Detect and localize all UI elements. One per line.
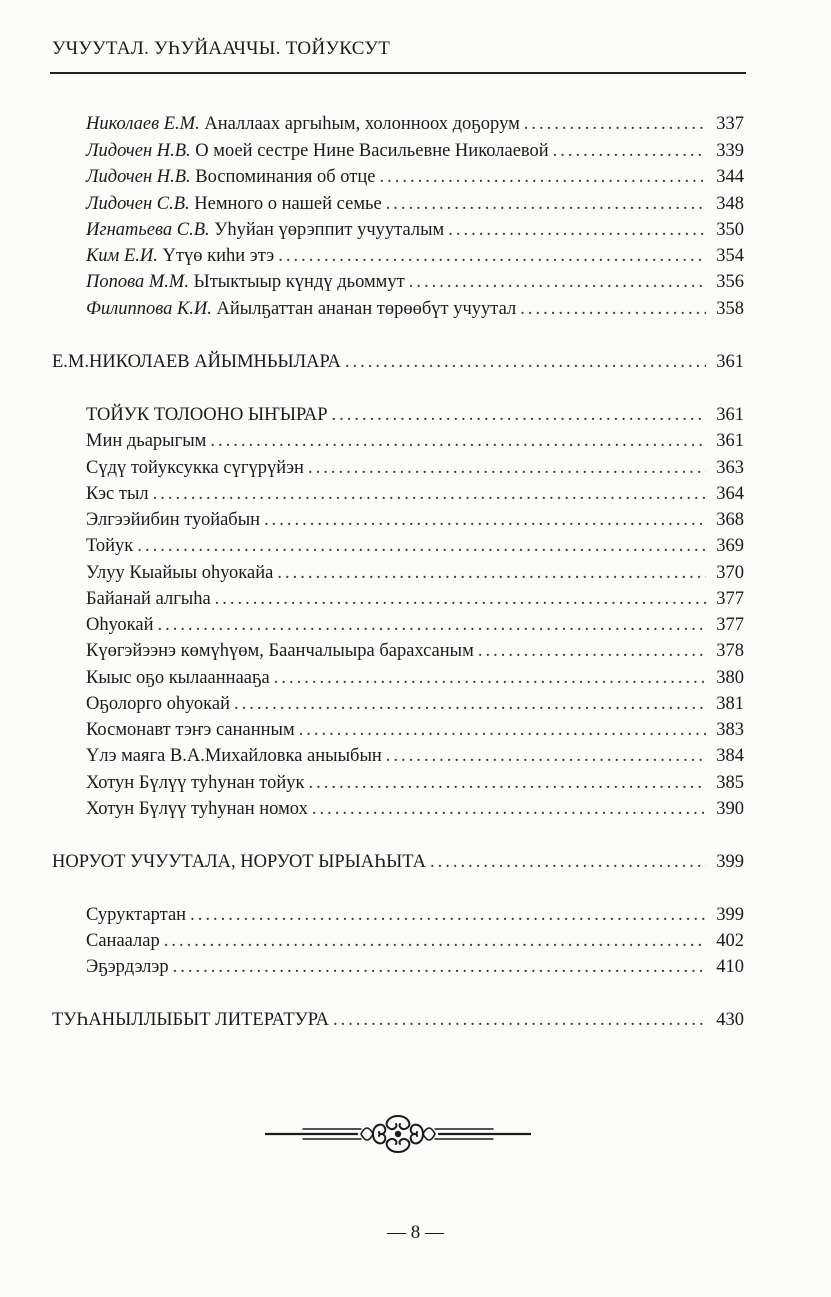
leader-dots	[520, 297, 706, 322]
toc-entry[interactable]	[86, 139, 744, 164]
toc-entry[interactable]	[86, 955, 744, 980]
leader-dots	[386, 744, 706, 769]
entry-author: Николаев Е.М.	[86, 114, 200, 134]
entry-page: 369	[716, 536, 744, 556]
entry-title: Оҕолорго оһуокай	[86, 694, 230, 714]
ornament-divider-icon	[265, 1112, 531, 1156]
toc-entry[interactable]	[86, 692, 744, 717]
entry-title: Оһуокай	[86, 615, 154, 635]
entry-title: Космонавт тэҥэ сананным	[86, 720, 295, 740]
toc-entry[interactable]	[86, 534, 744, 559]
entry-page: 354	[716, 246, 744, 266]
leader-dots	[309, 771, 706, 796]
leader-dots	[234, 692, 706, 717]
entry-title: Сүдү тойуксукка сүгүрүйэн	[86, 458, 304, 478]
entry-title: Ытыктыыр күндү дьоммут	[193, 272, 405, 292]
entry-page: 383	[716, 720, 744, 740]
entry-title: О моей сестре Нине Васильевне Николаевой	[195, 141, 549, 161]
section-title: Е.М.НИКОЛАЕВ АЙЫМНЬЫЛАРА	[52, 352, 341, 372]
leader-dots	[332, 403, 706, 428]
leader-dots	[386, 192, 706, 217]
leader-dots	[137, 534, 706, 559]
entry-page: 361	[716, 352, 744, 372]
toc-entry[interactable]	[86, 744, 744, 769]
toc-section-entry[interactable]	[52, 1008, 744, 1033]
leader-dots	[345, 350, 706, 375]
leader-dots	[478, 639, 706, 664]
leader-dots	[264, 508, 706, 533]
entry-page: 350	[716, 220, 744, 240]
entry-title: Хотун Бүлүү туһунан тойук	[86, 773, 305, 793]
leader-dots	[215, 587, 706, 612]
leader-dots	[333, 1008, 706, 1033]
leader-dots	[308, 456, 706, 481]
leader-dots	[380, 165, 706, 190]
leader-dots	[277, 561, 706, 586]
toc-subsection-entry[interactable]	[86, 403, 744, 428]
entry-title: Улуу Кыайыы оһуокайа	[86, 563, 274, 583]
entry-title: Тойук	[86, 536, 134, 556]
toc-entry[interactable]	[86, 613, 744, 638]
toc-entry[interactable]	[86, 429, 744, 454]
entry-title: Күөгэйээнэ көмүһүөм, Баанчалыыра барахсаным	[86, 641, 474, 661]
toc-entry[interactable]	[86, 718, 744, 743]
toc-entry[interactable]	[86, 771, 744, 796]
toc-entry[interactable]	[86, 508, 744, 533]
entry-page: 339	[716, 141, 744, 161]
toc-entry[interactable]	[86, 587, 744, 612]
entry-title: Кыыс оҕо кылааннааҕа	[86, 668, 270, 688]
page-number: — 8 —	[387, 1222, 444, 1243]
entry-author: Попова М.М.	[86, 272, 189, 292]
entry-title: Кэс тыл	[86, 484, 149, 504]
toc-entry[interactable]	[86, 561, 744, 586]
leader-dots	[190, 903, 706, 928]
entry-page: 337	[716, 114, 744, 134]
leader-dots	[173, 955, 706, 980]
toc-entry[interactable]	[86, 666, 744, 691]
entry-title: Хотун Бүлүү туһунан номох	[86, 799, 308, 819]
entry-page: 356	[716, 272, 744, 292]
toc-entry[interactable]	[86, 112, 744, 137]
entry-page: 361	[716, 431, 744, 451]
toc-entry[interactable]	[86, 218, 744, 243]
entry-title: Мин дьарыгым	[86, 431, 207, 451]
leader-dots	[448, 218, 706, 243]
entry-title: Эҕэрдэлэр	[86, 957, 169, 977]
toc-entry[interactable]	[86, 639, 744, 664]
entry-title: Немного о нашей семье	[194, 194, 382, 214]
toc-entry[interactable]	[86, 797, 744, 822]
entry-page: 385	[716, 773, 744, 793]
toc-entry[interactable]	[86, 165, 744, 190]
entry-title: Айылҕаттан ананан төрөөбүт учуутал	[216, 299, 517, 319]
entry-page: 344	[716, 167, 744, 187]
entry-title: Воспоминания об отце	[195, 167, 376, 187]
entry-author: Ким Е.И.	[86, 246, 158, 266]
entry-author: Лидочен С.В.	[86, 194, 190, 214]
toc-entry[interactable]	[86, 297, 744, 322]
entry-page: 381	[716, 694, 744, 714]
leader-dots	[409, 270, 706, 295]
entry-page: 361	[716, 405, 744, 425]
entry-page: 390	[716, 799, 744, 819]
entry-author: Лидочен Н.В.	[86, 167, 191, 187]
entry-title: Элгээйибин туойабын	[86, 510, 261, 530]
entry-page: 378	[716, 641, 744, 661]
entry-author: Филиппова К.И.	[86, 299, 212, 319]
entry-title: Үтүө киһи этэ	[162, 246, 275, 266]
toc-entry[interactable]	[86, 244, 744, 269]
leader-dots	[553, 139, 706, 164]
entry-page: 399	[716, 852, 744, 872]
entry-page: 348	[716, 194, 744, 214]
leader-dots	[164, 929, 706, 954]
entry-page: 363	[716, 458, 744, 478]
entry-title: Үлэ маяга В.А.Михайловка аныыбын	[86, 746, 382, 766]
leader-dots	[430, 850, 706, 875]
section-title: ТУҺАНЫЛЛЫБЫТ ЛИТЕРАТУРА	[52, 1010, 330, 1030]
entry-page: 377	[716, 589, 744, 609]
entry-page: 402	[716, 931, 744, 951]
entry-author: Игнатьева С.В.	[86, 220, 210, 240]
section-title: НОРУОТ УЧУУТАЛА, НОРУОТ ЫРЫАҺЫТА	[52, 852, 427, 872]
entry-page: 384	[716, 746, 744, 766]
entry-page: 370	[716, 563, 744, 583]
entry-title: Санаалар	[86, 931, 160, 951]
leader-dots	[524, 112, 706, 137]
toc-entry[interactable]	[86, 929, 744, 954]
toc-entry[interactable]	[86, 903, 744, 928]
leader-dots	[153, 482, 706, 507]
entry-page: 368	[716, 510, 744, 530]
toc-section-entry[interactable]	[52, 350, 744, 375]
entry-page: 377	[716, 615, 744, 635]
entry-page: 430	[716, 1010, 744, 1030]
entry-page: 399	[716, 905, 744, 925]
subsection-title: ТОЙУК ТОЛООНО ЫҤЫРАР	[86, 405, 328, 425]
entry-author: Лидочен Н.В.	[86, 141, 191, 161]
entry-page: 410	[716, 957, 744, 977]
leader-dots	[299, 718, 706, 743]
entry-page: 364	[716, 484, 744, 504]
leader-dots	[274, 666, 706, 691]
header-rule	[50, 72, 746, 74]
entry-title: Аналлаах аргыһым, холонноох доҕорум	[204, 114, 520, 134]
leader-dots	[312, 797, 706, 822]
running-head: УЧУУТАЛ. УҺУЙААЧЧЫ. ТОЙУКСУТ	[52, 38, 391, 59]
toc-entry[interactable]	[86, 270, 744, 295]
entry-page: 380	[716, 668, 744, 688]
entry-page: 358	[716, 299, 744, 319]
toc-entry[interactable]	[86, 482, 744, 507]
leader-dots	[210, 429, 706, 454]
entry-title: Байанай алгыһа	[86, 589, 211, 609]
toc-entry[interactable]	[86, 192, 744, 217]
toc-section-entry[interactable]	[52, 850, 744, 875]
leader-dots	[157, 613, 706, 638]
entry-title: Уһуйан үөрэппит учууталым	[214, 220, 445, 240]
entry-title: Суруктартан	[86, 905, 187, 925]
toc-entry[interactable]	[86, 456, 744, 481]
leader-dots	[278, 244, 706, 269]
